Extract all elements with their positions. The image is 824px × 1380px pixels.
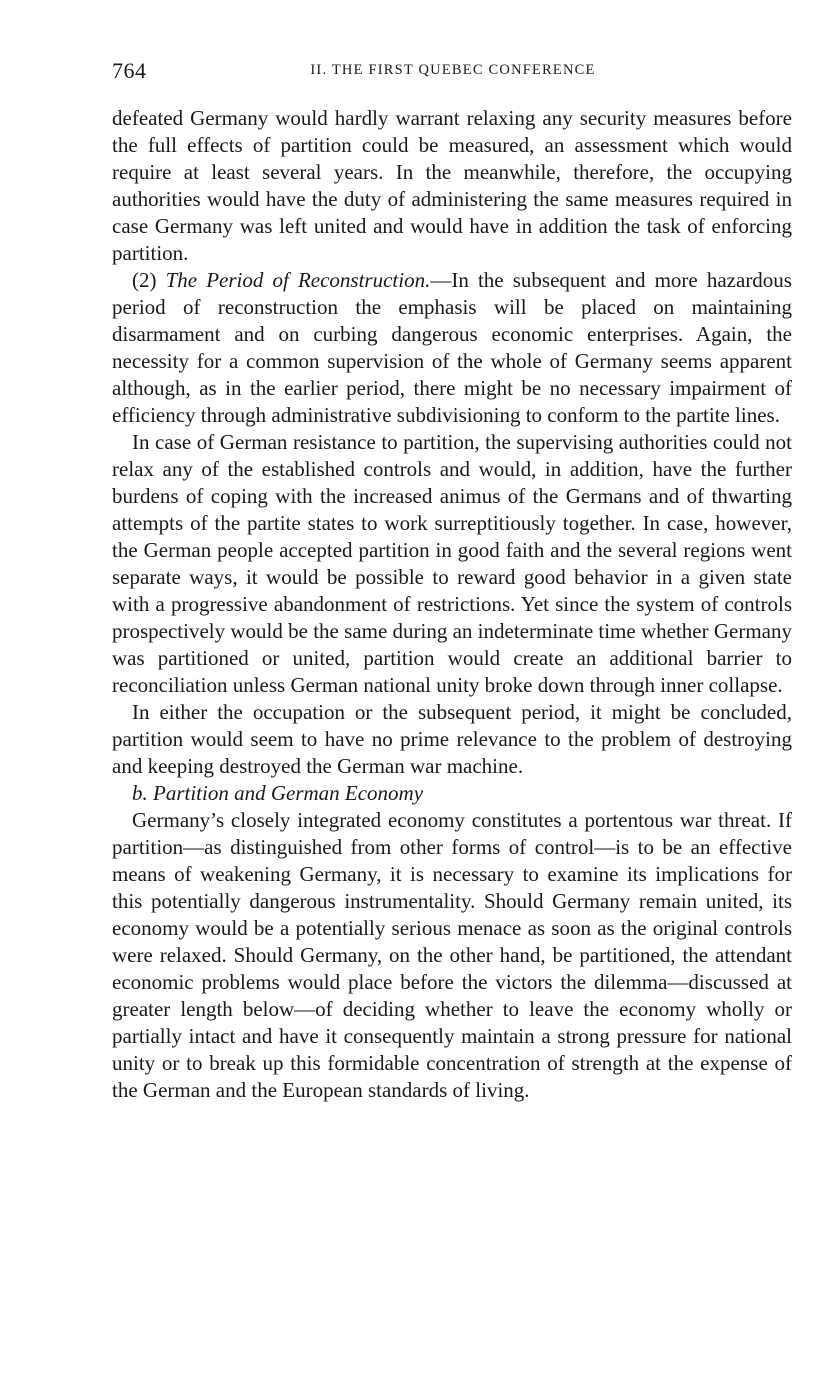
section-heading: b. Partition and German Economy: [132, 781, 424, 805]
running-head: [112, 58, 794, 88]
running-head-title: II. THE FIRST QUEBEC CONFERENCE: [310, 62, 596, 78]
body-text: [112, 105, 792, 1104]
paragraph-number: (2): [132, 268, 166, 292]
paragraph-text: —In the subsequent and more hazardous period of reconstruction the emphasis will be placed on maintaining disarmament and on curbing dangerous economic enterprises. Again, the necessity for a common supervision of the whole of Germany seems apparent although, as in the earlier period, there might be no necessary impairment of efficiency through administrative subdivisioning to conform to the partite lines.: [112, 268, 792, 427]
paragraph-conclusion: In either the occupation or the subsequent period, it might be concluded, partition would seem to have no prime relevance to the problem of destroying and keeping destroyed the German war machine.: [112, 700, 792, 778]
page-number: 764: [112, 58, 147, 83]
paragraph-reconstruction: [112, 267, 792, 429]
paragraph-continued: defeated Germany would hardly warrant relaxing any security measures before the full effects of partition could be measured, an assessment which would require at least several years. In the meanwhile, therefore, the occupying authorities would have the duty of administering the same measures required in case Germany was left united and would have in addition the task of enforcing partition.: [112, 106, 792, 265]
paragraph-resistance: In case of German resistance to partition, the supervising authorities could not relax any of the established controls and would, in addition, have the further burdens of coping with the increased animus of the Germans and of thwarting attempts of the partite states to work surreptitiously together. In case, however, the German people accepted partition in good faith and the several regions went separate ways, it would be possible to reward good behavior in a given state with a progressive abandonment of restrictions. Yet since the system of controls prospectively would be the same during an indeterminate time whether Germany was partitioned or united, partition would create an additional barrier to reconciliation unless German national unity broke down through inner collapse.: [112, 430, 792, 697]
paragraph-economy: Germany’s closely integrated economy constitutes a portentous war threat. If partition—as distinguished from other forms of control—is to be an effective means of weakening Germany, it is necessary to examine its implications for this potentially dangerous instrumentality. Should Germany remain united, its economy would be a potentially serious menace as soon as the original controls were relaxed. Should Germany, on the other hand, be partitioned, the attendant economic problems would place before the victors the dilemma—discussed at greater length below—of deciding whether to leave the economy wholly or partially intact and have it consequently maintain a strong pressure for national unity or to break up this formidable concentration of strength at the expense of the German and the European standards of living.: [112, 808, 792, 1102]
paragraph-title: The Period of Reconstruction.: [165, 268, 431, 292]
